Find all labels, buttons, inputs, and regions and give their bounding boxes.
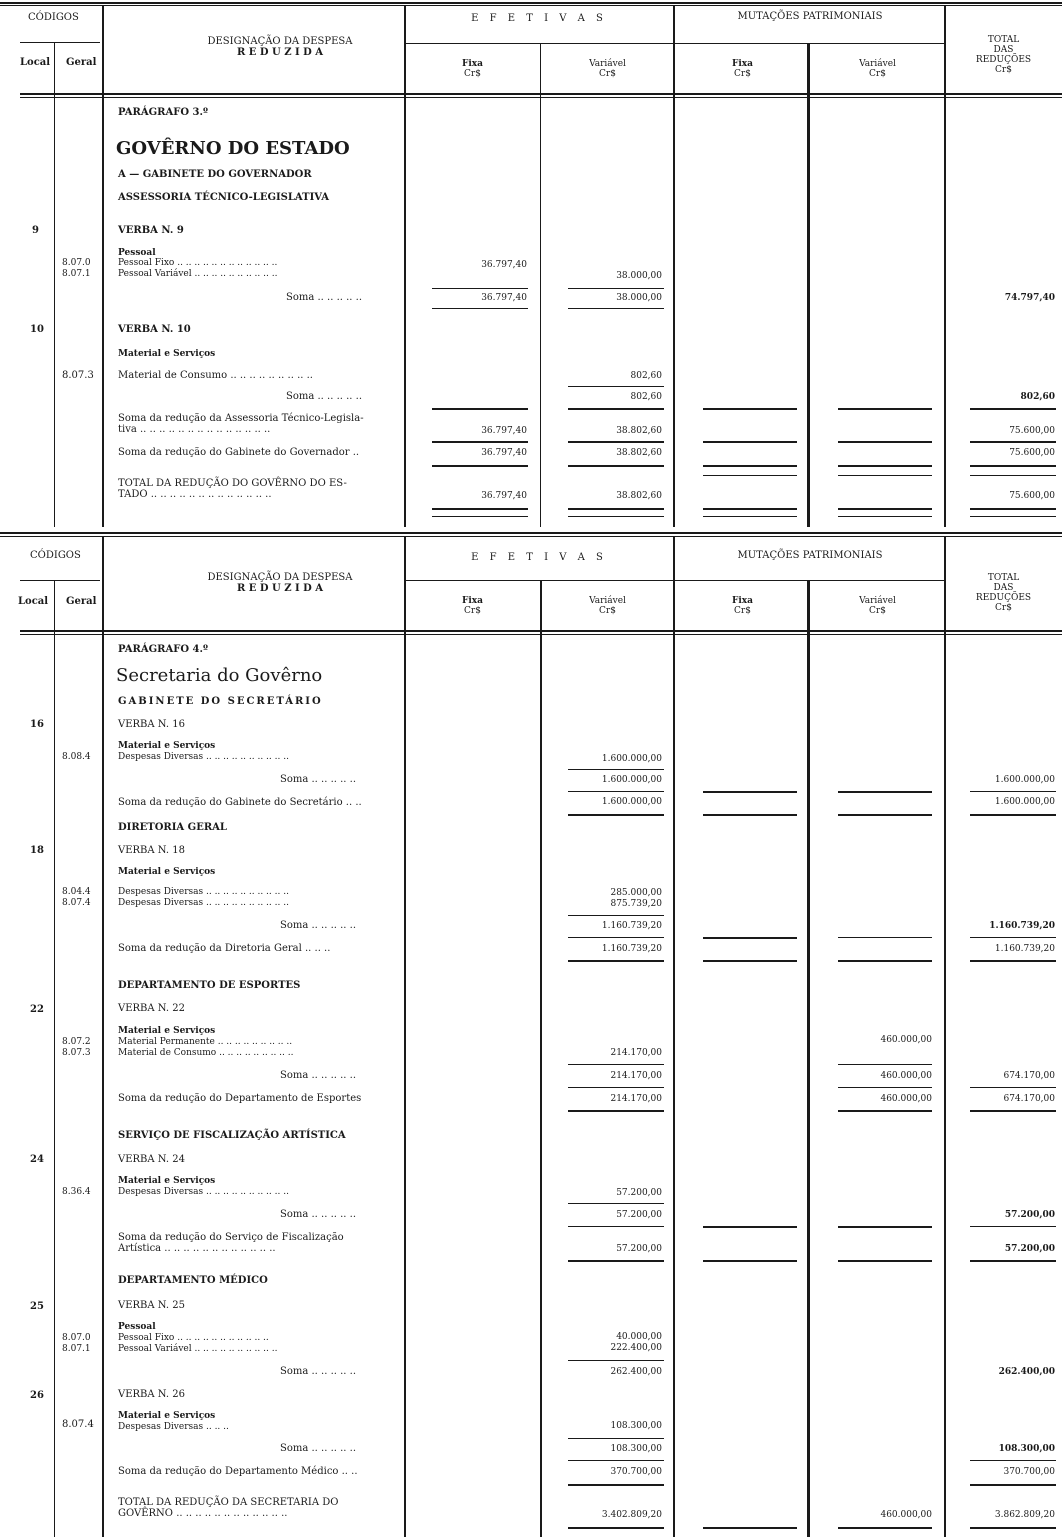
total-header-b3: REDUÇÕES [975,593,1032,603]
codigos-rule-2 [20,580,100,581]
variavel-header: Variável [589,59,626,69]
rule [838,441,932,443]
verba-18-desc-2: Despesas Diversas .. .. .. .. .. .. .. .. .. .. [118,898,289,908]
verba-22-desc-1: Material Permanente .. .. .. .. .. .. .. .. .. [118,1037,293,1047]
verba-18-red-var: 1.160.739,20 [601,944,662,954]
table-2-top-rule-inner [0,536,1062,537]
verba-22-red-var: 214.170,00 [610,1094,662,1104]
total-secretaria-1: TOTAL DA REDUÇÃO DA SECRETARIA DO [118,1497,339,1508]
rule [838,1260,932,1262]
verba-10-var-1: 802,60 [630,371,662,381]
total-secretaria-2: GOVÊRNO .. .. .. .. .. .. .. .. .. .. .. .. [118,1508,288,1519]
verba-18-red: Soma da redução da Diretoria Geral .. .. .. [118,943,331,954]
red-assessoria-fixa: 36.797,40 [481,426,527,436]
verba-24-soma: Soma .. .. .. .. .. [280,1209,356,1220]
top-rule [0,2,1062,4]
efetivas-rule-2 [405,580,945,581]
rule [703,960,797,962]
mvariavel-currency-2: Cr$ [869,606,886,616]
total-currency: Cr$ [995,65,1012,75]
rule [838,475,932,476]
rule [432,308,528,309]
designacao-label-b: DESIGNAÇÃO DA DESPESA [207,572,353,583]
rule [568,516,664,517]
paragrafo-4: PARÁGRAFO 4.º [118,644,208,655]
verba-10-soma-var: 802,60 [630,392,662,402]
rule [568,1110,664,1112]
top-rule-inner [0,5,1062,6]
col2-var-mfixa [673,536,675,1537]
col2-mvar-total [944,536,946,1537]
rule [568,1226,664,1227]
red-assessoria-var: 38.802,60 [616,426,662,436]
verba-22-local: 22 [30,1004,44,1015]
designacao-label: DESIGNAÇÃO DA DESPESA [207,36,353,47]
verba-18-soma-var: 1.160.739,20 [601,921,662,931]
verba-25-label: VERBA N. 25 [118,1300,185,1311]
verba-25-local: 25 [30,1301,44,1312]
verba-26-var-1: 108.300,00 [610,1421,662,1431]
total-governo-total: 75.600,00 [1009,491,1055,501]
verba-9-local: 9 [32,225,39,236]
rule [970,408,1056,410]
verba-9-soma-var: 38.000,00 [616,293,662,303]
rule [970,1110,1056,1112]
efetivas-rule [405,43,945,44]
col2-fixa-var [540,580,542,1537]
total-governo-fixa: 36.797,40 [481,491,527,501]
rule [568,1203,664,1204]
verba-25-soma-var: 262.400,00 [610,1367,662,1377]
col-var-mfixa [673,5,675,527]
total-secretaria-total: 3.862.809,20 [994,1510,1055,1520]
red-assessoria-1: Soma da redução da Assessoria Técnico-Legisla- [118,413,364,424]
rule [703,508,797,510]
assessoria: ASSESSORIA TÉCNICO-LEGISLATIVA [118,192,329,203]
rule [970,960,1056,962]
verba-24-soma-total: 57.200,00 [1004,1210,1055,1220]
verba-22-soma-var: 214.170,00 [610,1071,662,1081]
rule [970,1226,1056,1227]
rule [432,441,528,443]
total-secretaria-mvar: 460.000,00 [880,1510,932,1520]
verba-24-soma-var: 57.200,00 [616,1210,662,1220]
gabinete-governador: A — GABINETE DO GOVERNADOR [118,169,312,180]
verba-22-code-2: 8.07.3 [62,1048,91,1058]
rule [703,475,797,476]
rule [838,1064,932,1065]
diretoria-geral: DIRETORIA GERAL [118,822,227,833]
verba-26-label: VERBA N. 26 [118,1389,185,1400]
mfixa-header-2: Fixa [731,596,753,606]
designacao-label-b2: R E D U Z I D A [236,583,324,594]
verba-18-label: VERBA N. 18 [118,845,185,856]
verba-24-group: Material e Serviços [118,1176,216,1186]
verba-24-red-1: Soma da redução do Serviço de Fiscalização [118,1232,344,1243]
fixa-header: Fixa [461,59,483,69]
rule [838,508,932,510]
verba-9-desc-1: Pessoal Fixo .. .. .. .. .. .. .. .. .. .. .. .. [118,258,278,268]
total-governo-1: TOTAL DA REDUÇÃO DO GOVÊRNO DO ES- [118,478,347,489]
verba-26-desc-1: Despesas Diversas .. .. .. [118,1422,229,1432]
verba-16-red-var: 1.600.000,00 [601,797,662,807]
variavel-currency-2: Cr$ [599,606,616,616]
verba-24-red-total: 57.200,00 [1004,1244,1055,1254]
mfixa-currency-2: Cr$ [734,606,751,616]
rule [568,308,664,309]
verba-26-local: 26 [30,1390,44,1401]
codigos-rule [20,42,100,43]
designacao-label-2: R E D U Z I D A [236,47,324,58]
rule [568,937,664,938]
total-header-2: DAS [993,45,1014,55]
verba-9-soma-fixa: 36.797,40 [481,293,527,303]
departamento-esportes: DEPARTAMENTO DE ESPORTES [118,980,301,991]
rule [838,465,932,467]
rule [703,465,797,467]
total-header-b2: DAS [993,583,1014,593]
verba-25-code-2: 8.07.1 [62,1344,91,1354]
verba-10-soma-total: 802,60 [1020,392,1055,402]
verba-10-local: 10 [30,324,44,335]
verba-16-label: VERBA N. 16 [118,719,185,730]
verba-18-group: Material e Serviços [118,867,216,877]
verba-25-code-1: 8.07.0 [62,1333,91,1343]
rule [568,915,664,916]
col2-mfixa-mvar [807,580,810,1537]
verba-16-code-1: 8.08.4 [62,752,91,762]
rule [568,769,664,770]
rule [970,475,1056,476]
verba-16-group: Material e Serviços [118,741,216,751]
rule [568,465,664,467]
red-gabinete-var: 38.802,60 [616,448,662,458]
rule [568,508,664,510]
verba-24-label: VERBA N. 24 [118,1154,185,1165]
verba-22-group: Material e Serviços [118,1026,216,1036]
col2-desc-fixa [404,536,406,1537]
verba-16-soma-var: 1.600.000,00 [601,775,662,785]
verba-22-red: Soma da redução do Departamento de Esportes [118,1093,362,1104]
verba-18-local: 18 [30,845,44,856]
verba-18-var-2: 875.739,20 [610,899,662,909]
verba-9-code-2: 8.07.1 [62,269,91,279]
rule [568,1438,664,1439]
rule [970,508,1056,510]
rule [970,441,1056,443]
red-gabinete-governador: Soma da redução do Gabinete do Governador .. [118,447,360,458]
rule [970,791,1056,792]
rule [970,516,1056,517]
rule [703,1260,797,1262]
verba-22-soma: Soma .. .. .. .. .. [280,1070,356,1081]
rule [970,814,1056,816]
verba-18-soma: Soma .. .. .. .. .. [280,920,356,931]
verba-26-red: Soma da redução do Departamento Médico .. .. [118,1466,358,1477]
verba-26-red-var: 370.700,00 [610,1467,662,1477]
verba-16-var-1: 1.600.000,00 [601,754,662,764]
fixa-header-2: Fixa [461,596,483,606]
paragrafo-3: PARÁGRAFO 3.º [118,107,208,118]
verba-25-var-1: 40.000,00 [616,1332,662,1342]
verba-26-soma-total: 108.300,00 [998,1444,1055,1454]
table-2-top-rule [0,532,1062,534]
rule [838,1087,932,1088]
verba-16-red-total: 1.600.000,00 [994,797,1055,807]
total-currency-2: Cr$ [995,603,1012,613]
variavel-header-2: Variável [589,596,626,606]
red-gabinete-total: 75.600,00 [1009,448,1055,458]
geral-label: Geral [66,57,97,68]
verba-24-desc-1: Despesas Diversas .. .. .. .. .. .. .. .. .. .. [118,1187,289,1197]
mvariavel-currency: Cr$ [869,69,886,79]
col2-geral-desc [102,536,104,1537]
verba-18-code-1: 8.04.4 [62,887,91,897]
verba-22-soma-mvar: 460.000,00 [880,1071,932,1081]
rule [970,1484,1056,1486]
rule [703,408,797,410]
rule [568,441,664,443]
rule [703,814,797,816]
rule [568,1064,664,1065]
col2-local-geral [54,580,55,1537]
local-label: Local [20,57,51,68]
verba-22-code-1: 8.07.2 [62,1037,91,1047]
rule [838,408,932,410]
mutacoes-label: MUTAÇÕES PATRIMONIAIS [737,11,883,22]
rule [568,288,664,289]
verba-9-desc-2: Pessoal Variável .. .. .. .. .. .. .. .. .. .. [118,269,278,279]
total-header-1: TOTAL [987,35,1020,45]
red-gabinete-fixa: 36.797,40 [481,448,527,458]
col-mfixa-mvar [807,43,810,527]
rule [838,937,932,938]
rule [970,937,1056,938]
verba-26-soma-var: 108.300,00 [610,1444,662,1454]
verba-24-var-1: 57.200,00 [616,1188,662,1198]
rule [568,386,664,387]
header-rule [20,93,1062,95]
codigos-label: CÓDIGOS [28,12,79,23]
local-label-2: Local [18,596,49,607]
verba-24-red-var: 57.200,00 [616,1244,662,1254]
verba-9-group: Pessoal [118,248,156,258]
rule [568,814,664,816]
verba-9-code-1: 8.07.0 [62,258,91,268]
fixa-currency: Cr$ [464,69,481,79]
rule [568,791,664,792]
rule [970,1087,1056,1088]
total-governo-var: 38.802,60 [616,491,662,501]
geral-label-2: Geral [66,596,97,607]
verba-10-label: VERBA N. 10 [118,324,191,335]
rule [568,960,664,962]
verba-16-local: 16 [30,719,44,730]
verba-25-desc-2: Pessoal Variável .. .. .. .. .. .. .. .. .. .. [118,1344,278,1354]
variavel-currency: Cr$ [599,69,616,79]
verba-24-local: 24 [30,1154,44,1165]
mutacoes-label-2: MUTAÇÕES PATRIMONIAIS [737,550,883,561]
col-geral-desc [102,5,104,527]
red-assessoria-total: 75.600,00 [1009,426,1055,436]
rule [432,288,528,289]
total-header-3: REDUÇÕES [975,55,1032,65]
mfixa-header: Fixa [731,59,753,69]
rule [568,1460,664,1461]
departamento-medico: DEPARTAMENTO MÉDICO [118,1275,268,1286]
verba-9-soma: Soma .. .. .. .. .. [286,292,362,303]
verba-22-red-mvar: 460.000,00 [880,1094,932,1104]
verba-10-code-1: 8.07.3 [62,370,94,381]
verba-24-red-2: Artística .. .. .. .. .. .. .. .. .. .. .. .. [118,1243,276,1254]
verba-26-group: Material e Serviços [118,1411,216,1421]
section-title-governo: GOVÊRNO DO ESTADO [116,138,350,159]
rule [838,516,932,517]
gabinete-secretario: GABINETE DO SECRETÁRIO [118,696,323,707]
mfixa-currency: Cr$ [734,69,751,79]
rule [432,465,528,467]
rule [970,1460,1056,1461]
verba-18-desc-1: Despesas Diversas .. .. .. .. .. .. .. .. .. .. [118,887,289,897]
rule [970,1527,1056,1529]
rule [838,1226,932,1228]
rule [703,516,797,517]
verba-16-soma-total: 1.600.000,00 [994,775,1055,785]
codigos-label-2: CÓDIGOS [30,550,81,561]
rule [838,814,932,816]
rule [432,516,528,517]
rule [703,1226,797,1228]
servico-fiscalizacao: SERVIÇO DE FISCALIZAÇÃO ARTÍSTICA [118,1130,346,1141]
rule [432,508,528,510]
section-title-secretaria: Secretaria do Govêrno [116,665,323,686]
verba-16-red: Soma da redução do Gabinete do Secretário .. .. [118,797,362,808]
verba-25-var-2: 222.400,00 [610,1343,662,1353]
rule [568,1360,664,1361]
verba-16-desc-1: Despesas Diversas .. .. .. .. .. .. .. .. .. .. [118,752,289,762]
rule [432,408,528,410]
verba-26-red-total: 370.700,00 [1003,1467,1055,1477]
verba-18-soma-total: 1.160.739,20 [989,921,1055,931]
verba-18-var-1: 285.000,00 [610,888,662,898]
total-secretaria-var: 3.402.809,20 [601,1510,662,1520]
rule [703,441,797,443]
verba-9-fixa-1: 36.797,40 [481,260,527,270]
header-rule-inner [20,97,1062,98]
rule [838,791,932,793]
verba-24-code-1: 8.36.4 [62,1187,91,1197]
verba-25-soma-total: 262.400,00 [998,1367,1055,1377]
verba-25-soma: Soma .. .. .. .. .. [280,1366,356,1377]
rule [568,1484,664,1486]
verba-18-code-2: 8.07.4 [62,898,91,908]
rule [568,1527,664,1529]
verba-10-group: Material e Serviços [118,349,216,359]
efetivas-label-2: E F E T I V A S [471,552,607,563]
verba-18-red-total: 1.160.739,20 [994,944,1055,954]
verba-25-group: Pessoal [118,1322,156,1332]
verba-10-soma: Soma .. .. .. .. .. [286,391,362,402]
red-assessoria-2: tiva .. .. .. .. .. .. .. .. .. .. .. .. .. .. [118,424,271,435]
rule [568,408,664,410]
fixa-currency-2: Cr$ [464,606,481,616]
verba-9-soma-total: 74.797,40 [1004,293,1055,303]
rule [703,937,797,939]
verba-9-label: VERBA N. 9 [118,225,184,236]
mvariavel-header: Variável [859,59,896,69]
verba-9-var-2: 38.000,00 [616,271,662,281]
verba-22-soma-total: 674.170,00 [1003,1071,1055,1081]
verba-22-desc-2: Material de Consumo .. .. .. .. .. .. .. .. .. [118,1048,294,1058]
verba-22-var-2: 214.170,00 [610,1048,662,1058]
rule [703,1527,797,1529]
verba-26-code-1: 8.07.4 [62,1419,94,1430]
rule [568,1087,664,1088]
rule [703,791,797,793]
verba-25-desc-1: Pessoal Fixo .. .. .. .. .. .. .. .. .. .. .. [118,1333,269,1343]
verba-22-mvar-1: 460.000,00 [880,1035,932,1045]
col-local-geral [54,42,55,527]
total-governo-2: TADO .. .. .. .. .. .. .. .. .. .. .. .. .. [118,489,272,500]
verba-10-desc-1: Material de Consumo .. .. .. .. .. .. .. .. .. [118,370,313,381]
rule [970,1260,1056,1262]
rule [838,1110,932,1112]
rule [838,1527,932,1529]
verba-26-soma: Soma .. .. .. .. .. [280,1443,356,1454]
rule [970,465,1056,467]
verba-22-label: VERBA N. 22 [118,1003,185,1014]
rule [838,960,932,962]
verba-16-soma: Soma .. .. .. .. .. [280,774,356,785]
total-header-b1: TOTAL [987,573,1020,583]
rule [568,1260,664,1262]
mvariavel-header-2: Variável [859,596,896,606]
verba-22-red-total: 674.170,00 [1003,1094,1055,1104]
efetivas-label: E F E T I V A S [471,13,607,24]
